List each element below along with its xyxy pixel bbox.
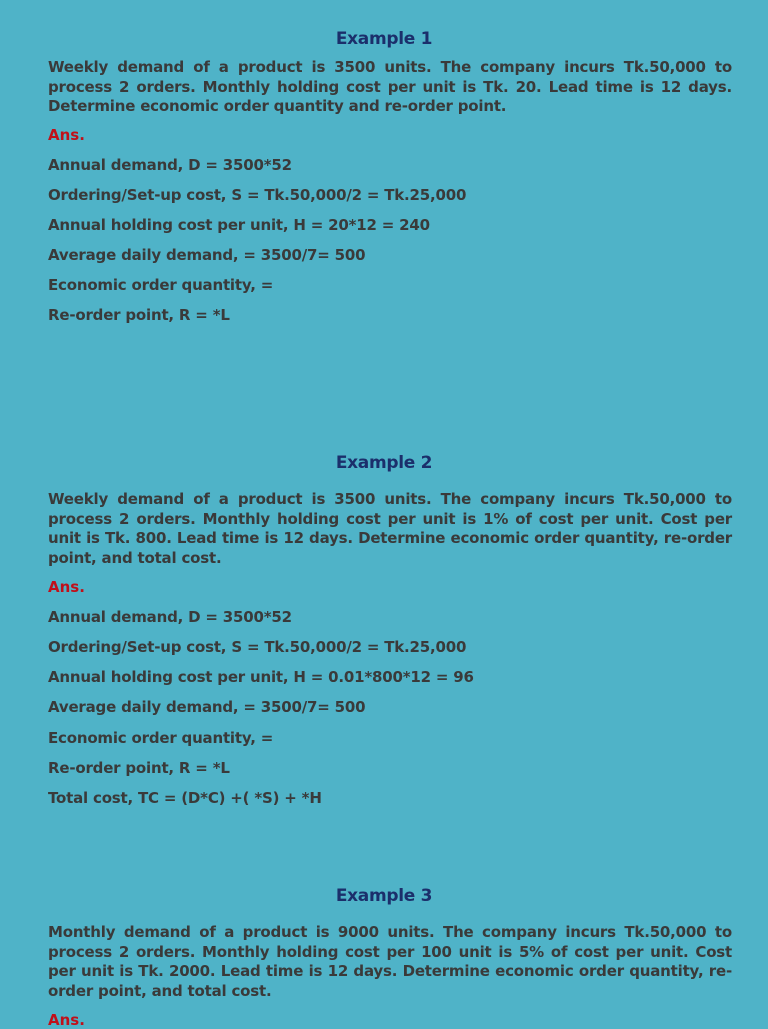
example-2-line: Total cost, TC = (D*C) +( *S) + *H: [48, 789, 322, 807]
example-3-ans-label: Ans.: [48, 1011, 85, 1029]
example-2-line: Annual demand, D = 3500*52: [48, 608, 292, 626]
example-2-line: Economic order quantity, =: [48, 729, 274, 747]
example-2-line: Annual holding cost per unit, H = 0.01*800*12 = 96: [48, 668, 474, 686]
example-1-line: Ordering/Set-up cost, S = Tk.50,000/2 = Tk.25,000: [48, 186, 467, 204]
example-1-ans-label: Ans.: [48, 126, 85, 144]
example-2-line: Average daily demand, = 3500/7= 500: [48, 698, 366, 716]
example-3-problem: Monthly demand of a product is 9000 units. The company incurs Tk.50,000 to process 2 orders. Monthly holding cost per 100 unit is 5% of cost per unit. Cost per unit is Tk. 2000. Lead time is 12 days. Determine economic order quantity, re-order point, and total cost.: [48, 923, 732, 1000]
example-2-line: Ordering/Set-up cost, S = Tk.50,000/2 = Tk.25,000: [48, 638, 467, 656]
example-2-title: Example 2: [335, 453, 433, 473]
example-1-line: Re-order point, R = *L: [48, 306, 230, 324]
example-2-line: Re-order point, R = *L: [48, 759, 230, 777]
example-3-title: Example 3: [335, 886, 433, 906]
example-1-line: Average daily demand, = 3500/7= 500: [48, 246, 366, 264]
example-2-ans-label: Ans.: [48, 578, 85, 596]
example-1-title: Example 1: [335, 29, 433, 49]
example-2-problem: Weekly demand of a product is 3500 units. The company incurs Tk.50,000 to process 2 orders. Monthly holding cost per unit is 1% of cost per unit. Cost per unit is Tk. 800. Lead time is 12 days. Determine economic order quantity, re-order point, and total cost.: [48, 490, 732, 567]
example-1-line: Economic order quantity, =: [48, 276, 274, 294]
example-1-line: Annual demand, D = 3500*52: [48, 156, 292, 174]
example-1-line: Annual holding cost per unit, H = 20*12 = 240: [48, 216, 430, 234]
example-1-problem: Weekly demand of a product is 3500 units. The company incurs Tk.50,000 to process 2 orders. Monthly holding cost per unit is Tk. 20. Lead time is 12 days. Determine economic order quantity and re-order point.: [48, 58, 732, 115]
